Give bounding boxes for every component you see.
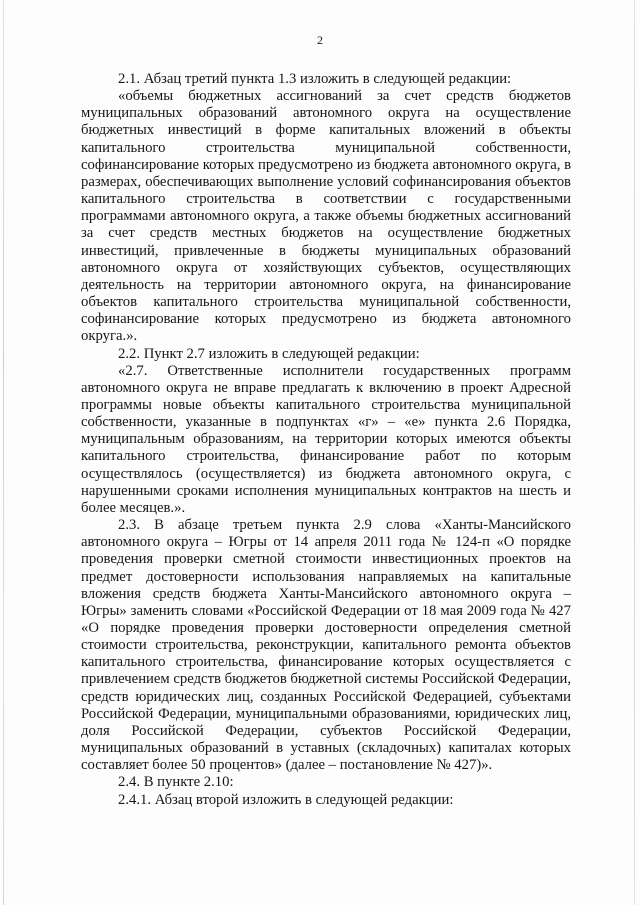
paragraph-2-2: 2.2. Пункт 2.7 изложить в следующей редакции: (118, 345, 420, 362)
document-body (81, 71, 571, 809)
scan-edge-left (3, 0, 4, 905)
paragraph-2-1-quote: «объемы бюджетных ассигнований за счет средств бюджетов муниципальных образований автономного округа на осуществление бюджетных инвестиций в форме капитальных вложений в объекты капитального строительства муниципальной собственности, софинансирование которых предусмотрено из бюджета автономного округа, в размерах, обеспечивающих выполнение условий софинансирования объектов капитального строительства в соответствии с государственными программами автономного округа, а также объемы бюджетных ассигнований за счет средств местных бюджетов на осуществление бюджетных инвестиций, привлеченные в бюджеты муниципальных образований автономного округа от хозяйствующих субъектов, осуществляющих деятельность на территории автономного округа, на финансирование объектов капитального строительства муниципальной собственности, софинансирование которых предусмотрено из бюджета автономного округа.». (81, 88, 572, 345)
scan-edge-right (634, 0, 635, 905)
page-number: 2 (317, 33, 323, 47)
paragraph-2-4: 2.4. В пункте 2.10: (118, 774, 234, 791)
paragraph-2-3: 2.3. В абзаце третьем пункта 2.9 слова «Ханты-Мансийского автономного округа – Югры от 14 апреля 2011 года № 124-п «О порядке проведения проверки сметной стоимости инвестиционных проектов на предмет достоверности использования направляемых на капитальные вложения средств бюджета Ханты-Мансийского автономного округа – Югры» заменить словами «Российской Федерации от 18 мая 2009 года № 427 «О порядке проведения проверки достоверности определения сметной стоимости строительства, реконструкции, капитального ремонта объектов капитального строительства, финансирование которых осуществляется с привлечением средств бюджетов бюджетной системы Российской Федерации, средств юридических лиц, созданных Российской Федерацией, субъектами Российской Федерации, муниципальными образованиями, юридических лиц, доля Российской Федерации, субъектов Российской Федерации, муниципальных образований в уставных (складочных) капиталах которых составляет более 50 процентов» (далее – постановление № 427)». (81, 517, 571, 774)
paragraph-2-2-quote: «2.7. Ответственные исполнители государственных программ автономного округа не вправе предлагать к включению в проект Адресной программы новые объекты капитального строительства муниципальной собственности, указанные в подпунктах «г» – «е» пункта 2.6 Порядка, муниципальным образованиям, на территории которых имеются объекты капитального строительства, финансирование работ по которым осуществлялось (осуществляется) из бюджета автономного округа, с нарушенными сроками исполнения муниципальных контрактов на шесть и более месяцев.». (81, 362, 571, 516)
paragraph-2-4-1: 2.4.1. Абзац второй изложить в следующей редакции: (118, 791, 454, 808)
paragraph-2-1: 2.1. Абзац третий пункта 1.3 изложить в следующей редакции: (118, 71, 512, 87)
